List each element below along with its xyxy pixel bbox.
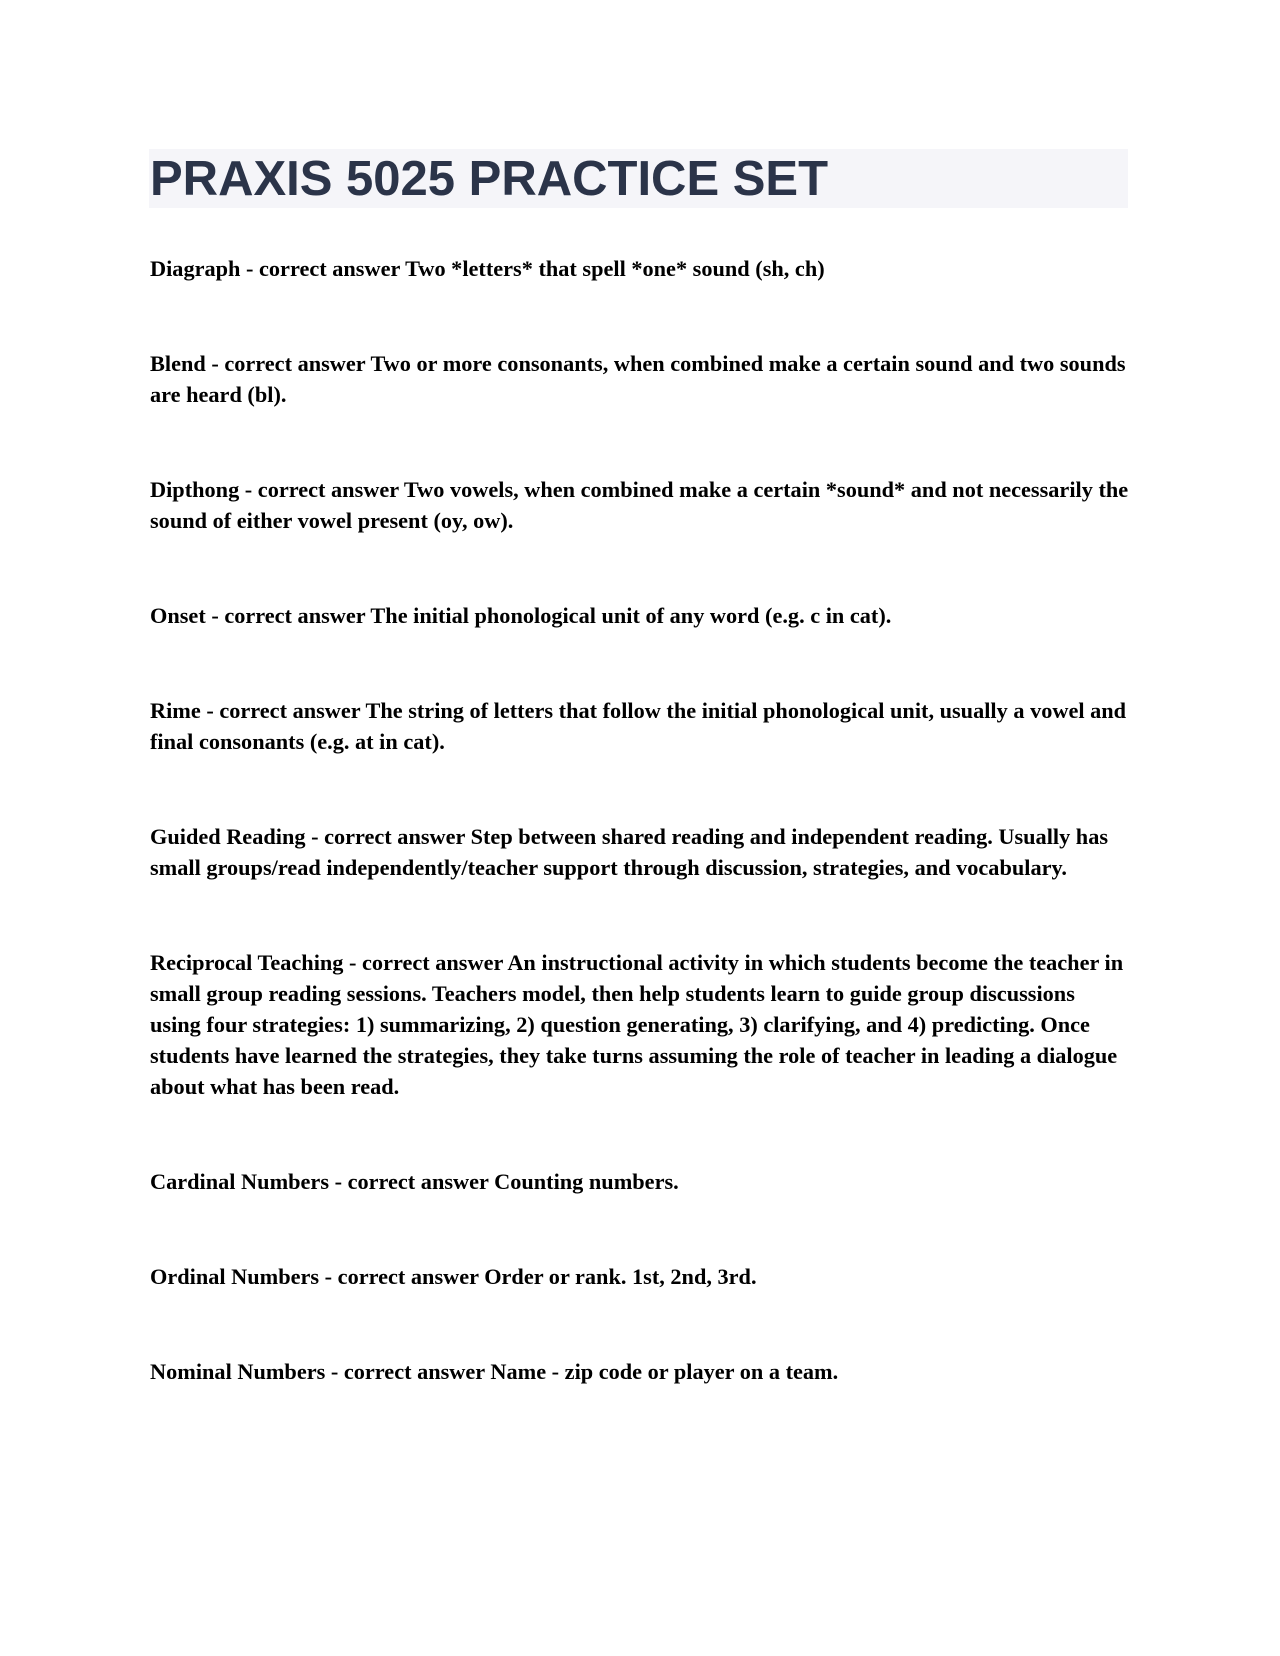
entry-blend: Blend - correct answer Two or more consonants, when combined make a certain sound and two sounds are heard (bl).	[150, 351, 1126, 407]
flashcard-list	[150, 253, 1130, 1451]
entry-cardinal-numbers: Cardinal Numbers - correct answer Counting numbers.	[150, 1169, 679, 1194]
entry-guided-reading: Guided Reading - correct answer Step between shared reading and independent reading. Usually has small groups/read independently/teacher support through discussion, strategies, and vocabulary.	[150, 824, 1109, 880]
entry-dipthong: Dipthong - correct answer Two vowels, when combined make a certain *sound* and not necessarily the sound of either vowel present (oy, ow).	[150, 477, 1129, 533]
entry-rime: Rime - correct answer The string of letters that follow the initial phonological unit, usually a vowel and final consonants (e.g. at in cat).	[150, 698, 1127, 754]
entry-diagraph: Diagraph - correct answer Two *letters* that spell *one* sound (sh, ch)	[150, 256, 825, 281]
entry-ordinal-numbers: Ordinal Numbers - correct answer Order or rank. 1st, 2nd, 3rd.	[150, 1264, 757, 1289]
entry-onset: Onset - correct answer The initial phonological unit of any word (e.g. c in cat).	[150, 603, 892, 628]
entry-nominal-numbers: Nominal Numbers - correct answer Name - zip code or player on a team.	[150, 1359, 839, 1384]
page-title: PRAXIS 5025 PRACTICE SET	[150, 152, 829, 206]
entry-reciprocal-teaching: Reciprocal Teaching - correct answer An instructional activity in which students become the teacher in small group reading sessions. Teachers model, then help students learn to guide group discussions using four strategies: 1) summarizing, 2) question generating, 3) clarifying, and 4) predicting. Once students have learned the strategies, they take turns assuming the role of teacher in leading a dialogue about what has been read.	[150, 950, 1124, 1099]
